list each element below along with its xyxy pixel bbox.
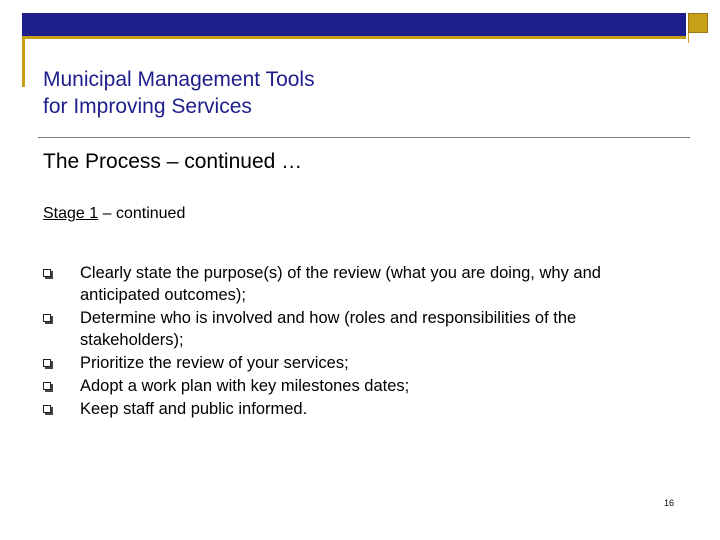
stage-label xyxy=(43,205,185,223)
list-item xyxy=(43,398,683,420)
hollow-square-bullet-icon xyxy=(43,359,51,367)
header-title-line1: Municipal Management Tools xyxy=(43,68,315,91)
hollow-square-bullet-icon xyxy=(43,269,51,277)
page-number: 16 xyxy=(664,498,675,508)
hollow-square-bullet-icon xyxy=(43,405,51,413)
header-title-line2: for Improving Services xyxy=(43,95,252,118)
hollow-square-bullet-icon xyxy=(43,314,51,322)
list-item xyxy=(43,375,683,397)
header-decor-line-left xyxy=(22,39,25,87)
hollow-square-bullet-icon xyxy=(43,382,51,390)
list-item-text: Determine who is involved and how (roles and responsibilities of the stakeholders); xyxy=(80,309,577,349)
list-item xyxy=(43,262,683,306)
slide-header-title xyxy=(43,66,315,120)
list-item xyxy=(43,307,683,351)
stage-label-name: Stage 1 xyxy=(43,205,99,222)
list-item-text: Clearly state the purpose(s) of the review (what you are doing, why and anticipated outcomes); xyxy=(80,264,601,304)
header-decor-line-right xyxy=(688,33,689,43)
list-item xyxy=(43,352,683,374)
list-item-text: Prioritize the review of your services; xyxy=(80,354,349,372)
header-decor-bar xyxy=(22,13,686,39)
stage-label-suffix: – continued xyxy=(98,205,186,222)
list-item-text: Adopt a work plan with key milestones dates; xyxy=(80,377,410,395)
title-divider xyxy=(38,137,690,138)
section-title: The Process – continued … xyxy=(43,150,303,173)
bullet-list xyxy=(43,262,683,421)
list-item-text: Keep staff and public informed. xyxy=(80,400,308,418)
header-decor-square xyxy=(688,13,708,33)
